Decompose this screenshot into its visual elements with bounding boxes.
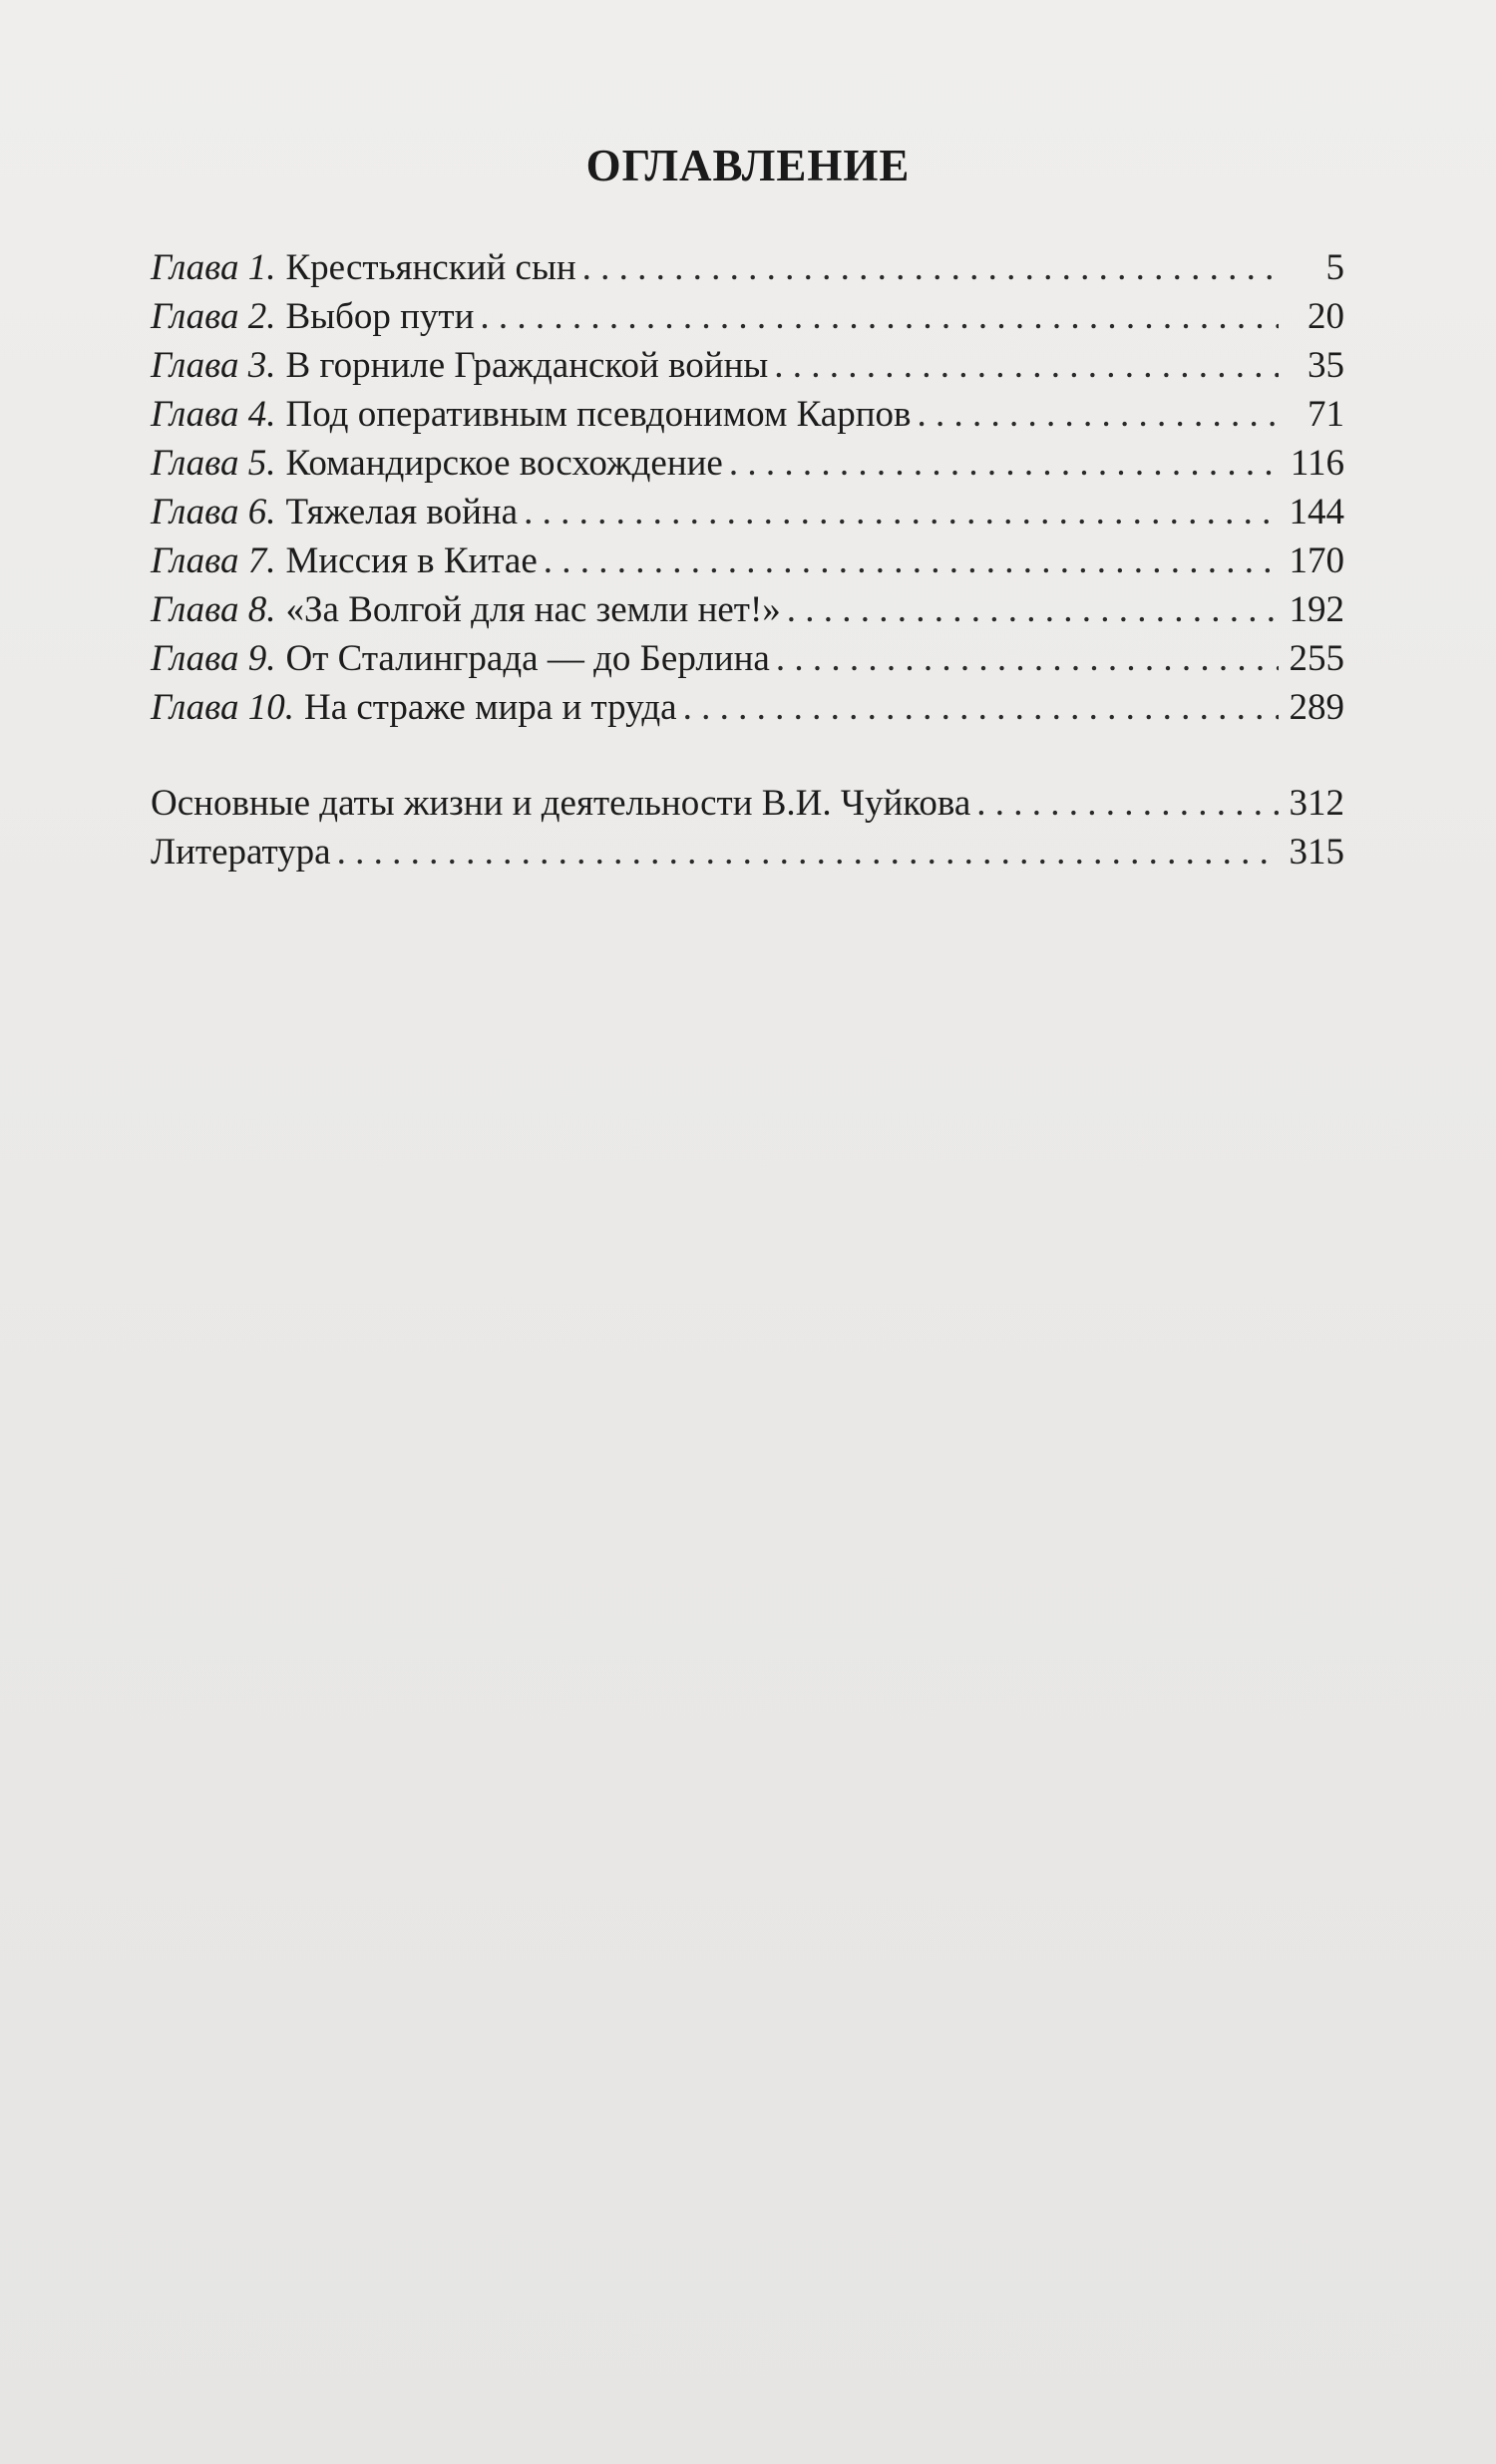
page-number: 5	[1325, 247, 1344, 288]
dot-leader	[337, 828, 1279, 877]
toc-entry-chapter-1	[151, 243, 1344, 292]
chapter-label: Глава 2.	[151, 296, 276, 337]
chapter-title: В горниле Гражданской войны	[285, 345, 769, 386]
toc-entry-chapter-6	[151, 488, 1344, 536]
chapter-label: Глава 3.	[151, 345, 276, 386]
dot-leader	[918, 390, 1280, 439]
dot-leader	[524, 488, 1279, 536]
page-number: 116	[1290, 443, 1344, 484]
chapter-title: Крестьянский сын	[285, 247, 576, 288]
dot-leader	[480, 292, 1279, 341]
chapter-label: Глава 8.	[151, 589, 276, 630]
chapter-title: От Сталинграда — до Берлина	[285, 638, 770, 679]
chapter-title: Выбор пути	[285, 296, 475, 337]
toc-entry-chapter-7	[151, 536, 1344, 585]
chapter-label: Глава 6.	[151, 492, 276, 532]
toc-entry-chapter-4	[151, 390, 1344, 439]
page-number: 192	[1289, 589, 1344, 630]
chapter-label: Глава 9.	[151, 638, 276, 679]
toc-entry-chapter-2	[151, 292, 1344, 341]
chapter-label: Глава 4.	[151, 394, 276, 435]
page-number: 255	[1289, 638, 1344, 679]
chapter-label: Глава 1.	[151, 247, 276, 288]
page-number: 289	[1289, 687, 1344, 728]
chapter-title: «За Волгой для нас земли нет!»	[285, 589, 781, 630]
chapter-title: Тяжелая война	[285, 492, 519, 532]
section-spacer	[151, 732, 1344, 779]
page-number: 312	[1289, 783, 1344, 824]
toc-entry-chapter-9	[151, 634, 1344, 683]
dot-leader	[729, 439, 1279, 488]
page-number: 315	[1289, 832, 1344, 873]
dot-leader	[544, 536, 1279, 585]
dot-leader	[776, 634, 1279, 683]
toc-entry-chapter-5	[151, 439, 1344, 488]
toc-entry-chapter-8	[151, 585, 1344, 634]
dot-leader	[582, 243, 1279, 292]
dot-leader	[683, 683, 1279, 732]
toc-entry-chronology	[151, 779, 1344, 828]
page-number: 35	[1308, 345, 1344, 386]
dot-leader	[774, 341, 1279, 390]
chapter-label: Глава 10.	[151, 687, 294, 728]
page-number: 71	[1308, 394, 1344, 435]
table-of-contents	[151, 243, 1344, 877]
toc-entry-chapter-10	[151, 683, 1344, 732]
chapter-title: На страже мира и труда	[303, 687, 677, 728]
page-number: 20	[1308, 296, 1344, 337]
chapter-title: Миссия в Китае	[285, 540, 538, 581]
dot-leader	[787, 585, 1279, 634]
entry-title: Литература	[151, 832, 331, 873]
toc-entry-chapter-3	[151, 341, 1344, 390]
chapter-label: Глава 7.	[151, 540, 276, 581]
page-number: 144	[1289, 492, 1344, 532]
page-title: ОГЛАВЛЕНИЕ	[585, 141, 911, 190]
chapter-label: Глава 5.	[151, 443, 276, 484]
page-number: 170	[1289, 540, 1344, 581]
dot-leader	[976, 779, 1279, 828]
chapter-title: Командирское восхождение	[285, 443, 723, 484]
chapter-title: Под оперативным псевдонимом Карпов	[285, 394, 912, 435]
entry-title: Основные даты жизни и деятельности В.И. Чуйкова	[151, 783, 971, 824]
toc-entry-bibliography	[151, 828, 1344, 877]
